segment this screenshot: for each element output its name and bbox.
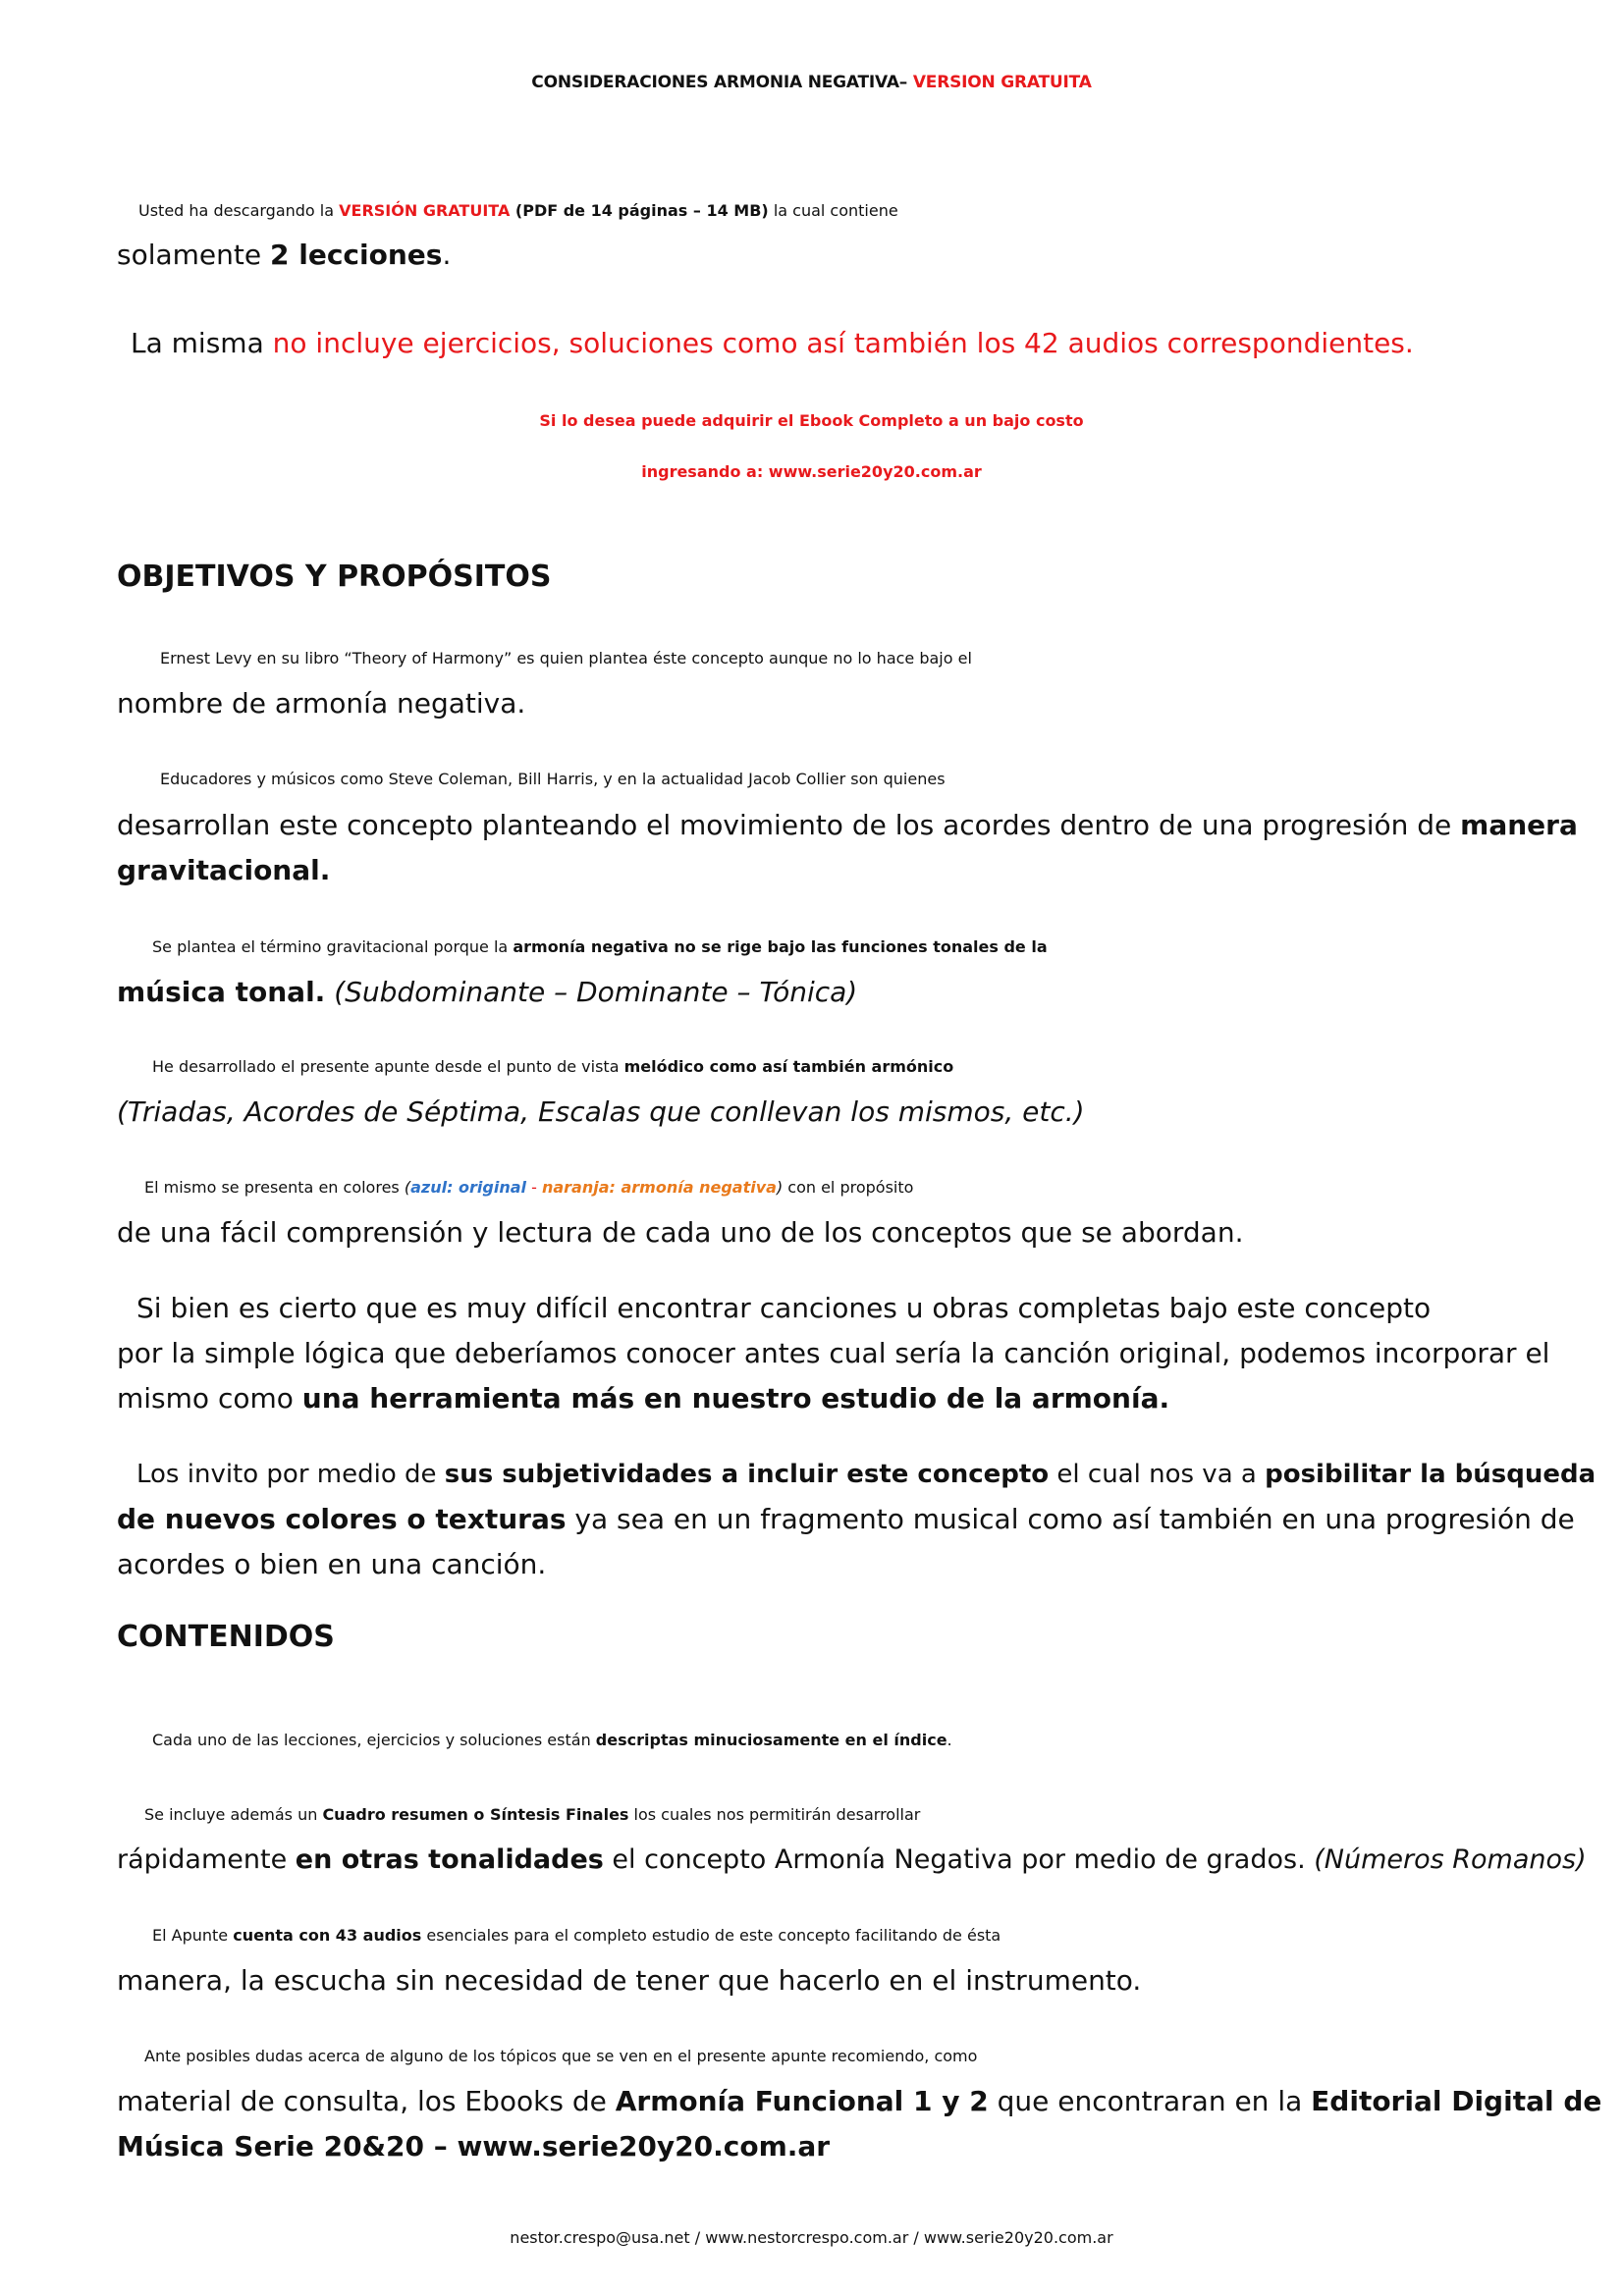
cta-line-1: Si lo desea puede adquirir el Ebook Completo a un bajo costo: [539, 411, 1084, 430]
contenidos-p4-l2: material de consulta, los Ebooks de Armonía Funcional 1 y 2 que encontraran en la Editorial Digital de: [117, 2085, 1602, 2117]
objetivos-p6-l2: por la simple lógica que deberíamos conocer antes cual sería la canción original, podemos incorporar el: [117, 1337, 1550, 1369]
objetivos-p7-l2: de nuevos colores o texturas ya sea en un fragmento musical como así también en una progresión de: [117, 1503, 1575, 1535]
contenidos-p1: Cada uno de las lecciones, ejercicios y soluciones están descriptas minuciosamente en el índice.: [152, 1731, 952, 1749]
page-title: [0, 73, 1623, 92]
intro-line-1: Usted ha descargando la VERSIÓN GRATUITA (PDF de 14 páginas – 14 MB) la cual contiene: [138, 201, 898, 220]
contenidos-p4-l1: Ante posibles dudas acerca de alguno de los tópicos que se ven en el presente apunte recomiendo, como: [144, 2047, 978, 2065]
page-footer: nestor.crespo@usa.net / www.nestorcrespo.com.ar / www.serie20y20.com.ar: [510, 2228, 1113, 2247]
objetivos-p4-l1: He desarrollado el presente apunte desde el punto de vista melódico como así también armónico: [152, 1057, 954, 1076]
objetivos-p1-l1: Ernest Levy en su libro “Theory of Harmony” es quien plantea éste concepto aunque no lo hace bajo el: [160, 649, 972, 667]
objetivos-p3-l1: Se plantea el término gravitacional porque la armonía negativa no se rige bajo las funciones tonales de la: [152, 937, 1048, 956]
title-highlight: VERSION GRATUITA: [912, 73, 1092, 92]
objetivos-p3-l2: música tonal. (Subdominante – Dominante – Tónica): [117, 976, 858, 1008]
objetivos-p2-l2: desarrollan este concepto planteando el movimiento de los acordes dentro de una progresión de manera: [117, 809, 1578, 841]
objetivos-p6-l3: mismo como una herramienta más en nuestro estudio de la armonía.: [117, 1382, 1170, 1415]
objetivos-p4-l2: (Triadas, Acordes de Séptima, Escalas que conllevan los mismos, etc.): [117, 1095, 1085, 1128]
objetivos-p2-l3: gravitacional.: [117, 854, 331, 886]
objetivos-p2-l1: Educadores y músicos como Steve Coleman, Bill Harris, y en la actualidad Jacob Collier son quienes: [160, 770, 946, 788]
objetivos-p7-l3: acordes o bien en una canción.: [117, 1548, 547, 1580]
contenidos-p2-l2: rápidamente en otras tonalidades el concepto Armonía Negativa por medio de grados. (Números Romanos): [117, 1844, 1587, 1875]
cta-line-2: ingresando a: www.serie20y20.com.ar: [641, 462, 982, 481]
heading-objetivos: OBJETIVOS Y PROPÓSITOS: [117, 560, 552, 594]
objetivos-p7-l1: Los invito por medio de sus subjetividades a incluir este concepto el cual nos va a posibilitar la búsqueda: [136, 1460, 1596, 1489]
contenidos-p3-l2: manera, la escucha sin necesidad de tener que hacerlo en el instrumento.: [117, 1964, 1142, 1997]
intro-line-2: solamente 2 lecciones.: [117, 239, 452, 271]
contenidos-p4-l3: Música Serie 20&20 – www.serie20y20.com.ar: [117, 2130, 831, 2163]
contenidos-p3-l1: El Apunte cuenta con 43 audios esenciales para el completo estudio de este concepto facilitando de ésta: [152, 1926, 1001, 1945]
contenidos-p2-l1: Se incluye además un Cuadro resumen o Síntesis Finales los cuales nos permitirán desarrollar: [144, 1805, 921, 1824]
objetivos-p6-l1: Si bien es cierto que es muy difícil encontrar canciones u obras completas bajo este concepto: [136, 1292, 1432, 1324]
objetivos-p1-l2: nombre de armonía negativa.: [117, 687, 526, 720]
title-main: CONSIDERACIONES ARMONIA NEGATIVA–: [531, 73, 913, 92]
objetivos-p5-l1: El mismo se presenta en colores (azul: original - naranja: armonía negativa) con el propósito: [144, 1178, 914, 1197]
legend-blue: azul: original: [410, 1178, 527, 1197]
objetivos-p5-l2: de una fácil comprensión y lectura de cada uno de los conceptos que se abordan.: [117, 1216, 1244, 1249]
legend-orange: naranja: armonía negativa: [541, 1178, 777, 1197]
heading-contenidos: CONTENIDOS: [117, 1620, 335, 1654]
intro-line-3: La misma no incluye ejercicios, soluciones como así también los 42 audios correspondientes.: [131, 327, 1414, 359]
